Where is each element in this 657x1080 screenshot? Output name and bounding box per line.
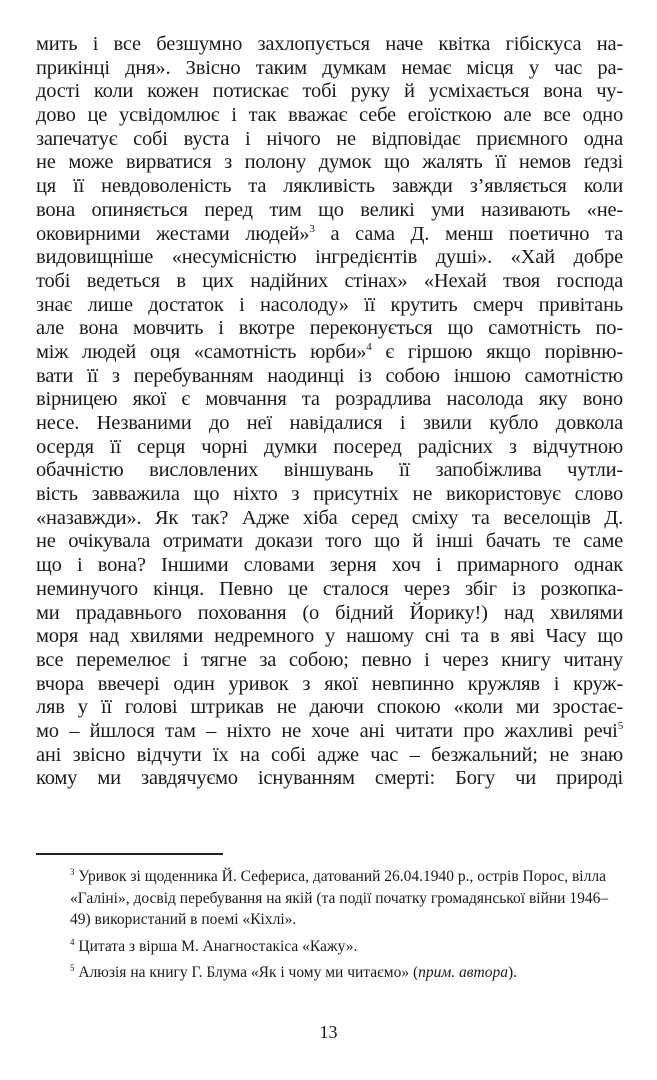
text-segment: тобі ведеться в цих надійних стінах» «Нехай твоя господа — [36, 269, 623, 292]
text-line — [36, 388, 623, 412]
text-line — [36, 270, 623, 294]
text-line — [36, 317, 623, 341]
footnote-reference: 3 — [309, 222, 315, 235]
text-segment: Уривок зі щоденника Й. Сефериса, датований 26.04.1940 р., острів Порос, вілла «Галіні», досвід перебування на якій (та події початку громадянської війни 1946–49) використаний в поемі «Кіхлі». — [70, 868, 609, 928]
text-segment: осердя її серця чорні думки посеред радісних з відчутною — [36, 435, 623, 458]
text-line — [36, 530, 623, 554]
text-line — [36, 673, 623, 697]
page-number: 13 — [319, 1022, 338, 1042]
text-line — [36, 57, 623, 81]
text-line — [36, 720, 623, 744]
text-line — [36, 341, 623, 365]
text-line — [36, 436, 623, 460]
footnote — [70, 936, 625, 958]
text-line — [36, 578, 623, 602]
text-segment: дості коли кожен потискає тобі руку й усміхається вона чу- — [36, 80, 623, 103]
text-line — [36, 175, 623, 199]
text-line — [36, 223, 623, 247]
text-line — [36, 365, 623, 389]
text-line — [36, 294, 623, 318]
body-text — [36, 33, 623, 791]
footnote-reference: 3 — [70, 867, 75, 877]
text-line — [36, 649, 623, 673]
text-segment: між людей оця «самотність юрби» — [36, 340, 367, 363]
text-line — [36, 246, 623, 270]
text-segment: все перемелює і тягне за собою; певно і через книгу читану — [36, 648, 623, 671]
text-segment: «назавжди». Як так? Адже хіба серед сміху та веселощів Д. — [36, 506, 623, 529]
text-segment: а сама Д. менш поетично та — [314, 222, 624, 245]
text-segment: вірницею якої є мовчання та розрадлива насолода яку воно — [36, 388, 623, 411]
text-segment: вчора ввечері один уривок з якої невпинно кружляв і круж- — [36, 672, 623, 695]
text-segment: прикінці дня». Звісно таким думкам немає місця у час ра- — [36, 56, 623, 79]
text-line — [36, 199, 623, 223]
footnote-reference: 5 — [70, 963, 75, 973]
text-line — [36, 104, 623, 128]
text-segment: не очікувала отримати докази того що й інші бачать те саме — [36, 530, 623, 553]
footnotes — [70, 866, 625, 989]
text-segment: мить і все безшумно захлопується наче квітка гібіскуса на- — [36, 33, 623, 55]
text-segment: видовищніше «несумісністю інгредієнтів душі». «Хай добре — [36, 246, 623, 269]
text-line — [36, 744, 623, 768]
text-segment: несе. Незваними до неї навідалися і звили кубло довкола — [36, 412, 623, 434]
text-segment: ані звісно відчути їх на собі адже час – безжальний; не знаю — [36, 743, 623, 766]
text-line — [36, 507, 623, 531]
footnote — [70, 962, 625, 984]
footnote-divider — [36, 853, 223, 855]
text-segment: вість завважила що ніхто з присутніх не використовує слово — [36, 483, 623, 506]
footnote-reference: 4 — [70, 936, 75, 947]
footnote-reference: 4 — [366, 340, 372, 353]
text-segment: моря над хвилями недремного у нашому сні та в яві Часу що — [36, 625, 623, 648]
text-segment: оковирними жестами людей» — [36, 222, 310, 245]
text-line — [36, 412, 623, 436]
text-segment: дово це усвідомлює і так вважає себе егоїсткою але все одно — [36, 104, 623, 127]
footnote — [70, 866, 625, 931]
text-line — [36, 554, 623, 578]
text-segment: ми прадавнього поховання (о бідний Йорику!) над хвилями — [36, 601, 623, 624]
text-segment: що і вона? Іншими словами зерня хоч і примарного однак — [36, 554, 623, 577]
text-segment: Цитата з вірша М. Анагностакіса «Кажу». — [74, 937, 358, 955]
text-line — [36, 625, 623, 649]
italic-text: прим. автора — [418, 964, 508, 981]
text-line — [36, 602, 623, 626]
text-segment: не може вирватися з полону думок що жалять її немов ґедзі — [36, 151, 623, 174]
text-segment: неминучого кінця. Певно це сталося через збіг із розкопка- — [36, 577, 623, 600]
text-line — [36, 151, 623, 175]
text-segment: знає лише достаток і насолоду» її крутить смерч привітань — [36, 293, 623, 316]
text-segment: ). — [507, 964, 518, 981]
text-segment: Алюзія на книгу Г. Блума «Як і чому ми читаємо» ( — [74, 964, 419, 981]
text-segment: ця її невдоволеність та лякливість завжди з’являється коли — [36, 175, 623, 198]
text-line — [36, 33, 623, 57]
text-segment: вати її з перебуванням наодинці із собою іншою самотністю — [36, 364, 623, 387]
text-segment: є гіршою якщо порівню- — [371, 340, 623, 363]
text-segment: вона опиняється перед тим що великі уми називають «не- — [36, 198, 623, 221]
text-line — [36, 767, 623, 791]
text-segment: обачністю висловлених віншувань її запобіжлива чутли- — [36, 459, 623, 482]
text-segment: але вона мовчить і вкотре переконується що самотність по- — [36, 317, 623, 340]
text-segment: кому ми завдячуємо існуванням смерті: Богу чи природі — [36, 767, 623, 790]
text-line — [36, 459, 623, 483]
text-line — [36, 483, 623, 507]
text-segment: запечатує собі вуста і нічого не відповідає приємного одна — [36, 127, 623, 150]
footnote-reference: 5 — [617, 719, 623, 732]
text-line — [36, 80, 623, 104]
text-segment: мо – йшлося там – ніхто не хоче ані читати про жахливі речі — [36, 719, 618, 742]
text-line — [36, 128, 623, 152]
text-line — [36, 696, 623, 720]
text-segment: ляв у її голові штрикав не даючи спокою «коли ми зростає- — [36, 696, 623, 719]
